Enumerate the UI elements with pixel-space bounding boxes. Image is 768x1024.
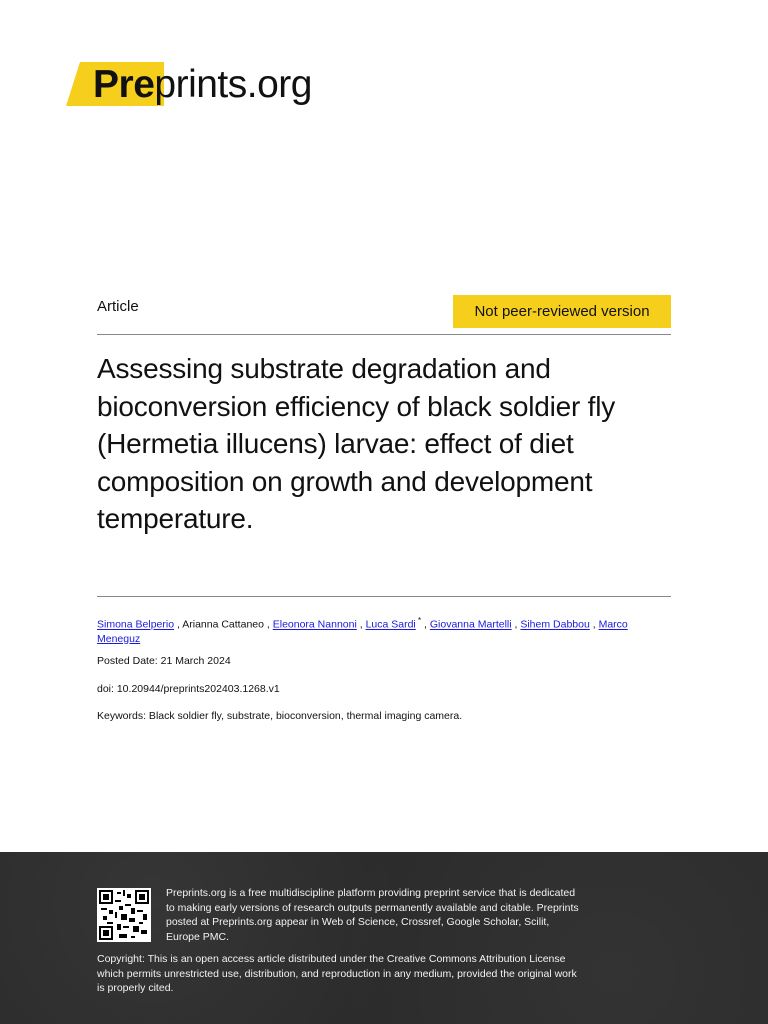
article-title: Assessing substrate degradation and bioconversion efficiency of black soldier fly (Hermetia illucens) larvae: effect of diet composition on growth and development temperature. [97,353,616,534]
peer-review-badge: Not peer-reviewed version [453,295,671,328]
author-eleonora-nannoni[interactable]: Eleonora Nannoni [272,618,357,631]
corresponding-author-mark: * [415,616,422,625]
keywords-text: Keywords: Black soldier fly, substrate, bioconversion, thermal imaging camera. [97,710,463,722]
posted-date: Posted Date: 21 March 2024 [97,655,231,667]
author-marco-meneguz[interactable]: Marco Meneguz [97,618,628,645]
author-list: Simona Belperio , Arianna Cattaneo , Eleonora Nannoni , Luca Sardi * , Giovanna Martelli , Sihem Dabbou , Marco Meneguz [97,616,628,645]
author-luca-sardi[interactable]: Luca Sardi [365,618,416,631]
doi-text: doi: 10.20944/preprints202403.1268.v1 [97,683,280,695]
logo-bold-text: Pre [93,63,155,106]
author-simona-belperio[interactable]: Simona Belperio [97,618,175,631]
author-sihem-dabbou[interactable]: Sihem Dabbou [520,618,590,631]
footer-copyright: Copyright: This is an open access article distributed under the Creative Commons Attribution License which permits unrestricted use, distribution, and reproduction in any medium, provided the original work is properly cited. [97,953,577,994]
author-giovanna-martelli[interactable]: Giovanna Martelli [429,618,512,631]
bottom-divider [97,596,671,597]
author-arianna-cattaneo: Arianna Cattaneo [182,618,264,631]
article-type-label: Article [97,298,139,315]
qr-code-icon [97,888,151,942]
preprints-logo [66,62,312,108]
logo-text: prints.org [154,63,312,106]
footer-description: Preprints.org is a free multidiscipline platform providing preprint service that is dedicated to making early versions of research outputs permanently available and citable. Preprints posted at Preprints.org appear in Web of Science, Crossref, Google Scholar, Scilit, Europe PMC. [166,887,579,943]
top-divider [97,334,671,335]
